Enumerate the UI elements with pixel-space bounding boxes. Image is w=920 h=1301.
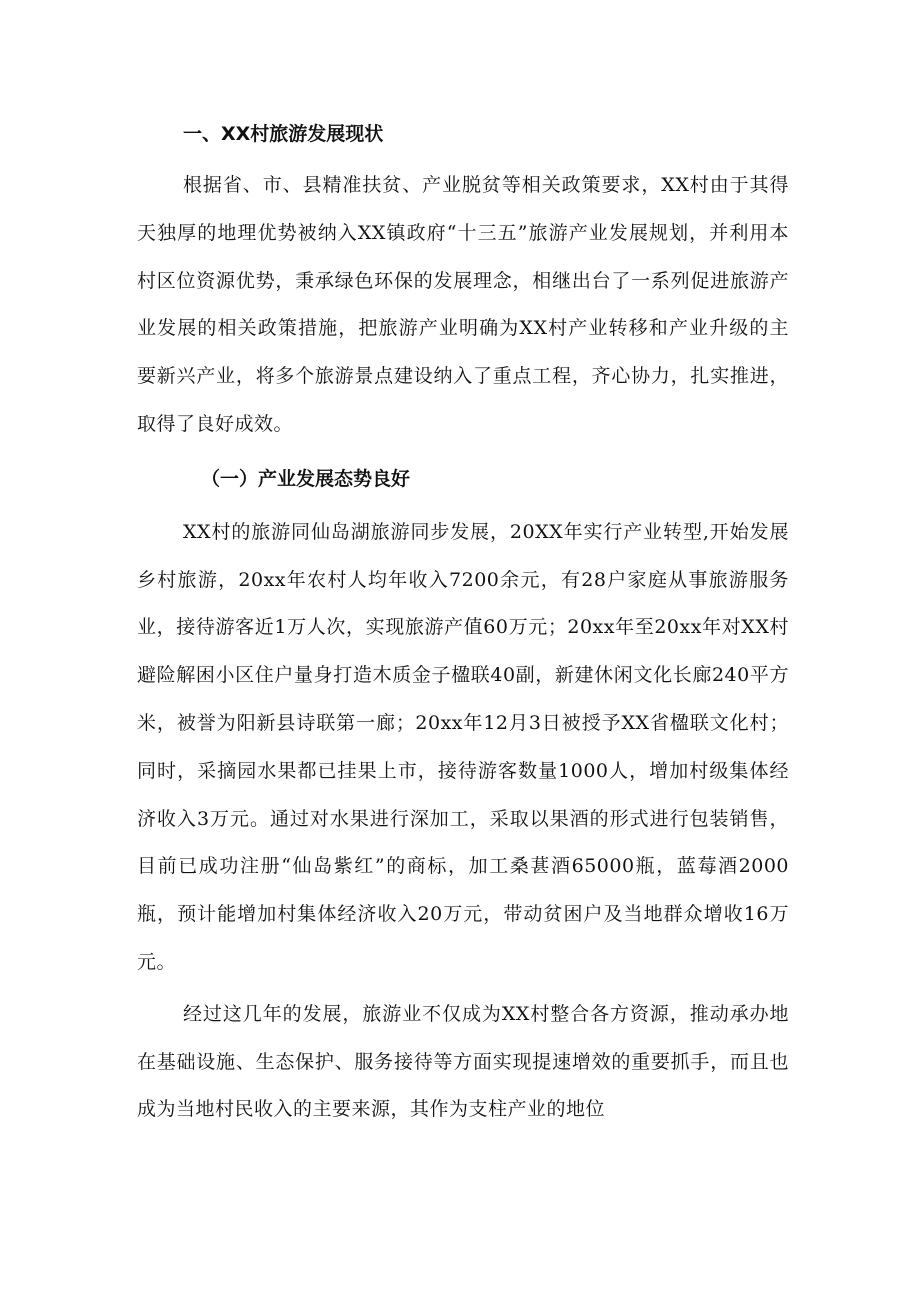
section-heading: 一、XX村旅游发展现状 [183,123,384,145]
document-body [137,110,789,1138]
paragraph-intro: 根据省、市、县精准扶贫、产业脱贫等相关政策要求，XX村由于其得天独厚的地理优势被纳入XX镇政府“十三五”旅游产业发展规划，并利用本村区位资源优势，秉承绿色环保的发展理念，相继出台了一系列促进旅游产业发展的相关政策措施，把旅游产业明确为XX村产业转移和产业升级的主要新兴产业，将多个旅游景点建设纳入了重点工程，齐心协力，扎实推进，取得了良好成效。 [137,174,789,435]
subsection-heading: （一）产业发展态势良好 [201,467,411,490]
paragraph-industry-development: XX村的旅游同仙岛湖旅游同步发展，20XX年实行产业转型,开始发展乡村旅游，20xx年农村人均年收入7200余元，有28户家庭从事旅游服务业，接待游客近1万人次，实现旅游产值60万元；20xx年至20xx年对XX村避险解困小区住户量身打造木质金子楹联40副，新建休闲文化长廊240平方米，被誉为阳新县诗联第一廊；20xx年12月3日被授予XX省楹联文化村；同时，采摘园水果都已挂果上市，接待游客数量1000人，增加村级集体经济收入3万元。通过对水果进行深加工，采取以果酒的形式进行包装销售，目前已成功注册“仙岛紫红”的商标，加工桑葚酒65000瓶，蓝莓酒2000瓶，预计能增加村集体经济收入20万元，带动贫困户及当地群众增收16万元。 [137,520,789,973]
paragraph-development-summary: 经过这几年的发展，旅游业不仅成为XX村整合各方资源，推动承办地在基础设施、生态保护、服务接待等方面实现提速增效的重要抓手，而且也成为当地村民收入的主要来源，其作为支柱产业的地位 [137,1002,789,1121]
